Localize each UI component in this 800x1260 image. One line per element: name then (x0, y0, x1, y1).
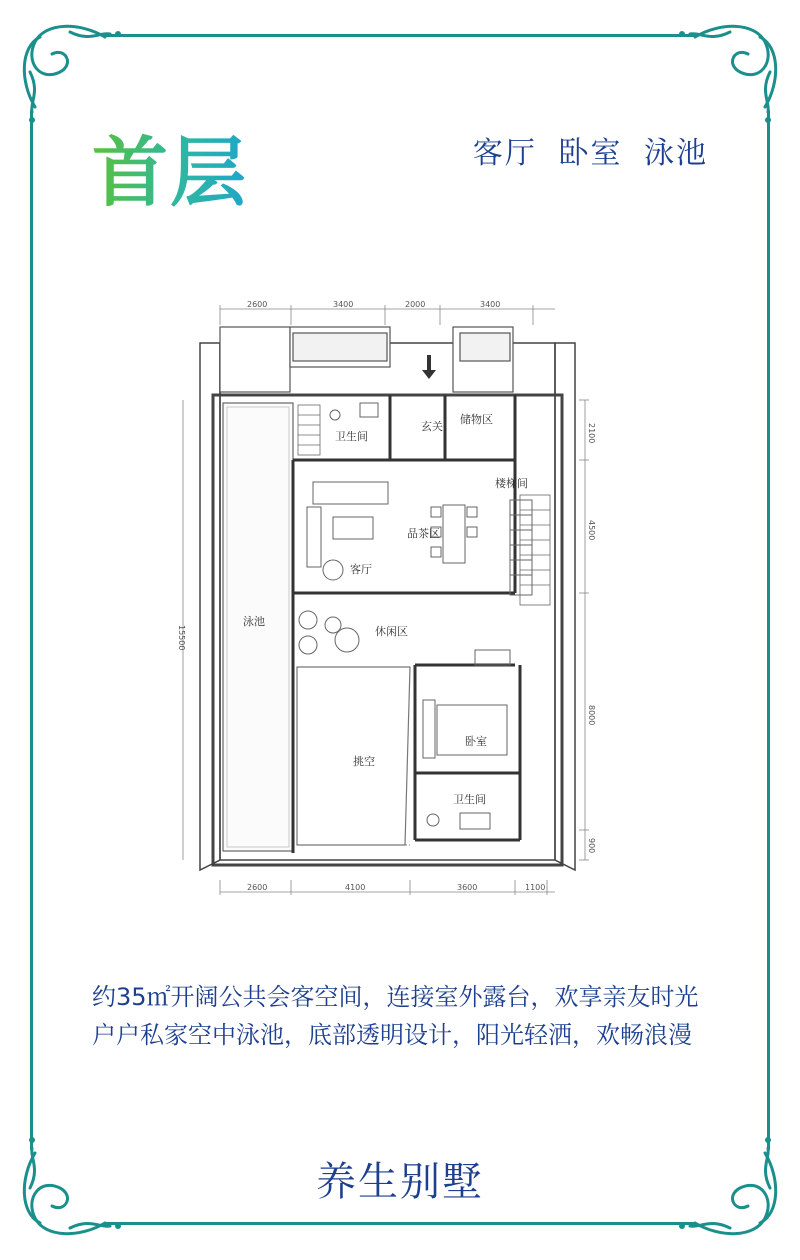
room-pool-label: 泳池 (243, 615, 265, 628)
room-bath-bottom-label: 卫生间 (453, 793, 486, 806)
room-storage-label: 储物区 (460, 413, 493, 426)
dim-right-2: 4500 (587, 520, 596, 541)
dim-bottom-3: 3600 (457, 883, 478, 892)
dim-top-4: 3400 (480, 300, 501, 309)
dim-top-3: 2000 (405, 300, 426, 309)
dim-top-2: 3400 (333, 300, 354, 309)
description-line-1: 约35㎡开阔公共会客空间，连接室外露台，欢享亲友时光 (92, 983, 699, 1011)
dim-bottom-4: 1100 (525, 883, 546, 892)
frame-top-line (105, 34, 695, 37)
dim-bottom-2: 4100 (345, 883, 366, 892)
room-living-label: 客厅 (350, 563, 372, 576)
description-block (92, 978, 732, 1054)
footer-title: 养生别墅 (316, 1159, 484, 1205)
room-lounge-label: 休闲区 (375, 625, 408, 638)
dim-right-1: 2100 (587, 423, 596, 444)
dim-right-4: 900 (587, 838, 596, 854)
page-title: 首层 (92, 112, 248, 221)
frame-right-line (767, 110, 770, 1150)
room-stairs-label: 楼梯间 (495, 477, 528, 490)
corner-ornament-top-right (660, 12, 790, 142)
room-tea-label: 品茶区 (407, 527, 440, 540)
room-foyer-label: 玄关 (421, 420, 443, 433)
dim-bottom-1: 2600 (247, 883, 268, 892)
description-line-2: 户户私家空中泳池，底部透明设计，阳光轻洒，欢畅浪漫 (92, 1021, 692, 1049)
room-bedroom-label: 卧室 (465, 735, 487, 748)
floor-plan (175, 295, 605, 905)
room-list-subtitle: 客厅 卧室 泳池 (472, 136, 708, 171)
dim-left-1: 15500 (177, 625, 186, 651)
room-bath-top-label: 卫生间 (335, 430, 368, 443)
room-void-label: 挑空 (353, 755, 375, 768)
frame-left-line (30, 110, 33, 1150)
dim-right-3: 8000 (587, 705, 596, 726)
frame-bottom-line (105, 1222, 695, 1225)
dim-top-1: 2600 (247, 300, 268, 309)
